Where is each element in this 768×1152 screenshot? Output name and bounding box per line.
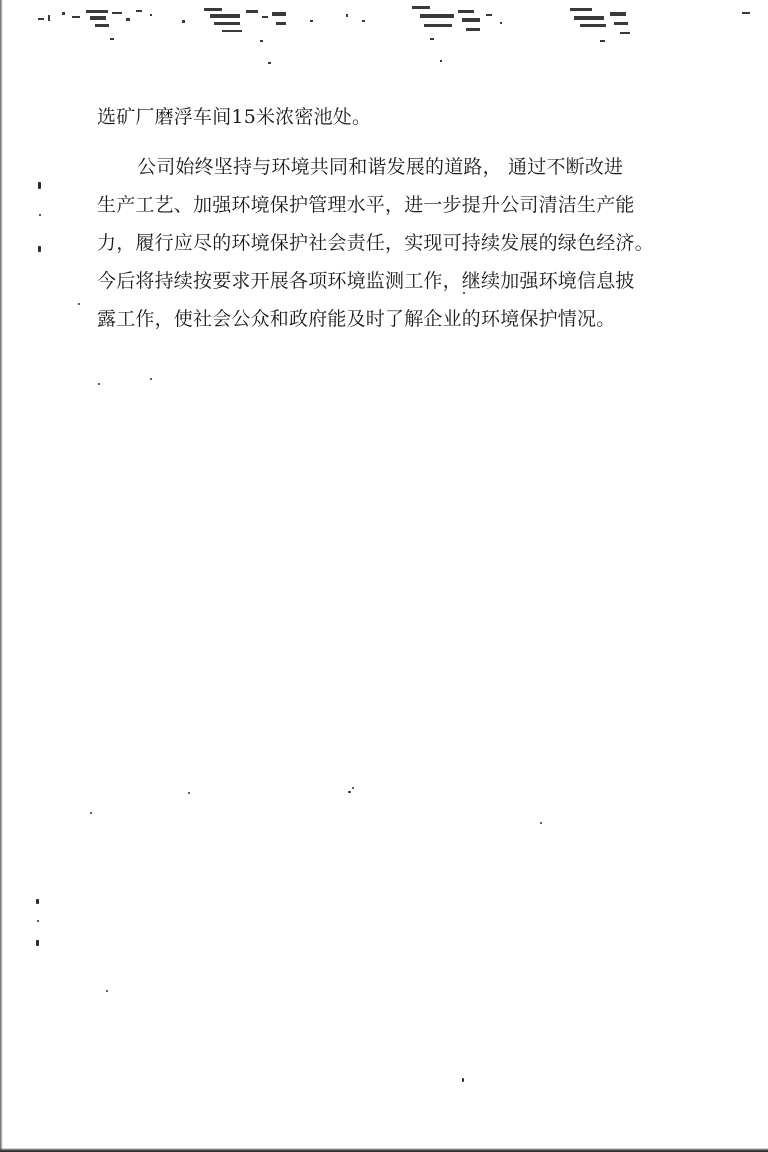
scan-noise-header — [0, 0, 768, 70]
scan-speck — [36, 940, 39, 946]
scan-speck — [540, 822, 542, 824]
text-line: 生产工艺、加强环境保护管理水平，进一步提升公司清洁生产能 — [97, 194, 635, 216]
scan-speck — [39, 214, 41, 216]
scan-noise-graphic — [0, 0, 768, 70]
scan-speck — [37, 920, 39, 922]
scan-left-edge — [0, 0, 3, 1152]
text-line: 选矿厂磨浮车间15米浓密池处。 — [97, 106, 372, 128]
scan-speck — [98, 383, 100, 385]
scan-speck — [38, 182, 41, 189]
scan-speck — [106, 990, 108, 992]
scan-speck — [150, 378, 152, 380]
scan-speck — [78, 303, 80, 305]
scan-speck — [90, 812, 92, 814]
paragraph-gap — [97, 136, 679, 148]
scan-speck — [462, 1078, 464, 1082]
paragraph-commitment — [97, 148, 679, 338]
document-body — [97, 98, 679, 338]
scan-speck — [36, 899, 39, 904]
text-line: 公司始终坚持与环境共同和谐发展的道路， 通过不断改进 — [137, 156, 624, 178]
text-line: 露工作，使社会公众和政府能及时了解企业的环境保护情况。 — [97, 308, 616, 330]
scan-speck — [188, 792, 190, 794]
scan-speck — [463, 292, 465, 294]
scan-speck — [352, 787, 354, 789]
paragraph-location — [97, 98, 679, 136]
text-line: 今后将持续按要求开展各项环境监测工作，继续加强环境信息披 — [97, 270, 635, 292]
text-line: 力，履行应尽的环境保护社会责任，实现可持续发展的绿色经济。 — [97, 232, 654, 254]
scan-speck — [348, 791, 351, 793]
scan-speck — [38, 246, 41, 252]
scan-bottom-edge — [0, 1148, 768, 1152]
